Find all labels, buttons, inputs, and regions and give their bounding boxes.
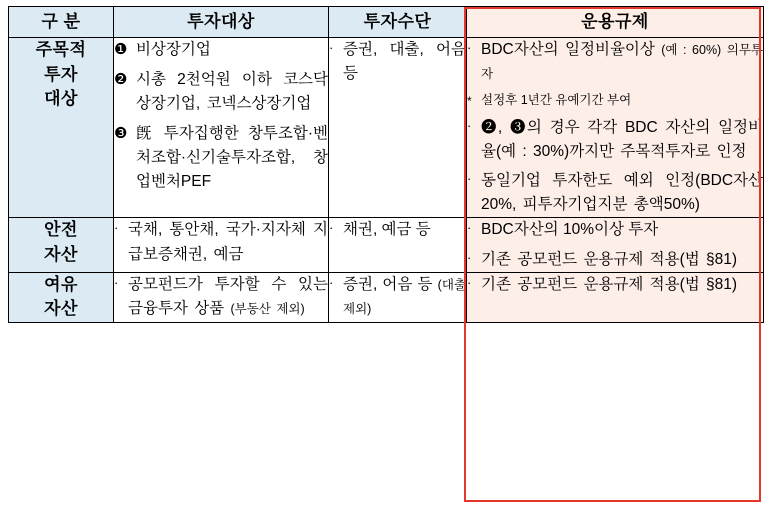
row-label-line: 투자 (44, 64, 78, 84)
cell-target-spare-asset (114, 272, 329, 322)
list-item-text: 비상장기업 (136, 41, 211, 58)
bdc-structure-table (8, 6, 764, 323)
list-item (114, 122, 328, 194)
list-item (467, 38, 763, 86)
list-item (329, 218, 466, 242)
list-item (467, 218, 763, 242)
column-header-operating-regulation: 운용규제 (467, 7, 764, 38)
list-item (114, 68, 328, 116)
row-label-safe-asset (9, 218, 114, 272)
cell-target-main-purpose (114, 38, 329, 218)
table-body (9, 38, 764, 323)
bullet-marker: · (467, 220, 472, 236)
list-item-main-text: 공모펀드가 투자할 수 있는 금융투자 상품 (128, 275, 328, 317)
bullet-marker: · (329, 220, 334, 236)
table-row (9, 218, 764, 272)
cell-means-main-purpose (329, 38, 467, 218)
list-item (114, 273, 328, 321)
column-header-division: 구 분 (9, 7, 114, 38)
table-header-row (9, 7, 764, 38)
bullet-marker: · (329, 274, 334, 290)
list-item-text: 기존 공모펀드 운용규제 적용(법 §81) (481, 250, 738, 268)
list-item-text: 기존 공모펀드 운용규제 적용(법 §81) (481, 275, 738, 293)
list-item-text (128, 273, 328, 321)
list-item-text: 국채, 통안채, 국가·지자체 지급보증채권, 예금 (128, 221, 328, 263)
bullet-marker: · (467, 171, 472, 187)
list-item (114, 218, 328, 266)
list-item (467, 169, 763, 217)
list-item-main-text: BDC자산의 일정비율이상 (481, 41, 655, 58)
bullet-marker: · (114, 274, 119, 290)
table-row (9, 272, 764, 322)
row-label-main-purpose (9, 38, 114, 218)
row-label-line: 대상 (44, 89, 78, 109)
bullet-marker: · (467, 118, 472, 134)
cell-regulation-spare-asset (467, 272, 764, 322)
list-item (467, 273, 763, 297)
number-marker-2: ❷ (114, 71, 128, 89)
cell-means-spare-asset (329, 272, 467, 322)
list-item-sub-text: (부동산 제외) (230, 301, 305, 316)
column-header-investment-target: 투자대상 (114, 7, 329, 38)
row-label-line: 여유 (44, 274, 78, 294)
list-item-text (343, 273, 466, 321)
list-item-text (481, 38, 763, 86)
list-item (329, 273, 466, 321)
list-item-text: 증권, 대출, 어음 등 (343, 41, 466, 83)
cell-means-safe-asset (329, 218, 467, 272)
list-item-text: 旣 투자집행한 창투조합·벤처조합·신기술투자조합, 창업벤처PEF (136, 125, 328, 191)
list-item (114, 38, 328, 62)
list-item-sub-text: (예 : 60%) 의무투자 (481, 43, 763, 82)
number-marker-3: ❸ (114, 125, 128, 143)
table-row (9, 38, 764, 218)
list-item-text: 시총 2천억원 이하 코스닥상장기업, 코넥스상장기업 (136, 71, 328, 113)
cell-regulation-safe-asset (467, 218, 764, 272)
list-item-text: 채권, 예금 등 (343, 221, 431, 239)
list-item-main-text: 증권, 어음 등 (343, 275, 433, 293)
row-label-line: 안전 (44, 220, 78, 240)
list-item (467, 248, 763, 272)
row-label-line: 자산 (44, 299, 78, 319)
bullet-marker: · (329, 40, 334, 55)
list-item-text: 설정후 1년간 유예기간 부여 (481, 93, 632, 108)
row-label-spare-asset (9, 272, 114, 322)
list-item-note (467, 91, 763, 111)
cell-regulation-main-purpose (467, 38, 764, 218)
number-marker-1: ❶ (114, 41, 128, 58)
bullet-marker: · (467, 40, 472, 55)
list-item-text: BDC자산의 10%이상 투자 (481, 221, 659, 239)
bullet-marker: · (467, 249, 472, 265)
table-header (9, 7, 764, 38)
list-item (329, 38, 466, 86)
row-label-line: 주목적 (35, 40, 87, 59)
cell-target-safe-asset (114, 218, 329, 272)
list-item-text: ❷, ❸의 경우 각각 BDC 자산의 일정비율(예 : 30%)까지만 주목적투자로 인정 (481, 119, 763, 161)
column-header-investment-means: 투자수단 (329, 7, 467, 38)
bullet-marker: · (467, 274, 472, 290)
bullet-marker: · (114, 220, 119, 236)
list-item (467, 116, 763, 164)
asterisk-marker: * (467, 94, 472, 109)
list-item-text: 동일기업 투자한도 예외 인정(BDC자산 20%, 피투자기업지분 총액50%) (481, 172, 763, 214)
row-label-line: 자산 (44, 245, 78, 265)
list-item-sub-text: (대출제외) (343, 277, 466, 316)
